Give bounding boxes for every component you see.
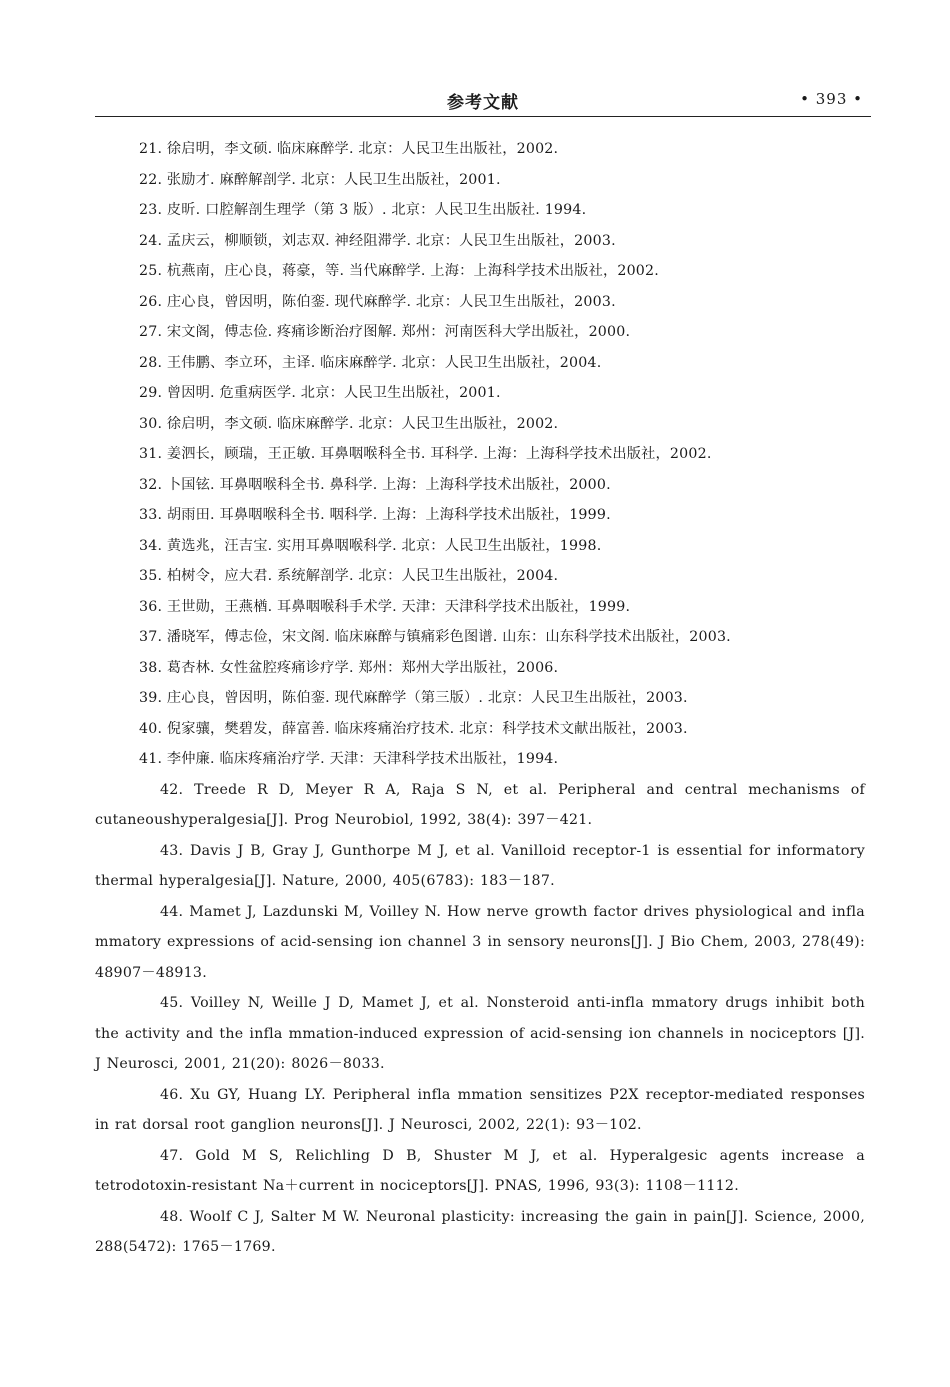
reference-item: 36. 王世勋，王燕楢. 耳鼻咽喉科手术学. 天津：天津科学技术出版社，1999. xyxy=(139,598,631,615)
reference-item: 38. 葛杏林. 女性盆腔疼痛诊疗学. 郑州：郑州大学出版社，2006. xyxy=(139,659,559,676)
reference-item: 32. 卜国铉. 耳鼻咽喉科全书. 鼻科学. 上海：上海科学技术出版社，2000. xyxy=(139,476,611,493)
reference-item: 37. 潘晓军，傅志俭，宋文阁. 临床麻醉与镇痛彩色图谱. 山东：山东科学技术出版社，2003. xyxy=(139,629,731,645)
reference-item: 27. 宋文阁，傅志俭. 疼痛诊断治疗图解. 郑州：河南医科大学出版社，2000. xyxy=(139,324,631,340)
reference-item: 28. 王伟鹏、李立环，主译. 临床麻醉学. 北京：人民卫生出版社，2004. xyxy=(139,354,602,371)
reference-item: 48. Woolf C J, Salter M W. Neuronal plasticity: increasing the gain in pain[J]. Science, 2000, 288(5472): 1765－1769. xyxy=(95,1208,865,1255)
reference-item: 24. 孟庆云，柳顺锁，刘志双. 神经阻滞学. 北京：人民卫生出版社，2003. xyxy=(139,232,616,249)
reference-item: 25. 杭燕南，庄心良，蒋豪，等. 当代麻醉学. 上海：上海科学技术出版社，2002. xyxy=(139,263,659,279)
reference-item: 42. Treede R D, Meyer R A, Raja S N, et al. Peripheral and central mechanisms of cutaneoushyperalgesia[J]. Prog Neurobiol, 1992, 38(4): 397－421. xyxy=(95,781,865,828)
reference-item: 40. 倪家骧，樊碧发，薛富善. 临床疼痛治疗技术. 北京：科学技术文献出版社，2003. xyxy=(139,720,688,737)
page-number: • 393 • xyxy=(800,90,863,108)
header-rule xyxy=(95,116,871,117)
reference-item: 45. Voilley N, Weille J D, Mamet J, et al. Nonsteroid anti-infla mmatory drugs inhibit both the activity and the infla mmation-induced expression of acid-sensing ion channels in nociceptors [J]. J Neurosci, 2001, 21(20): 8026－8033. xyxy=(95,995,865,1072)
reference-item: 30. 徐启明，李文硕. 临床麻醉学. 北京：人民卫生出版社，2002. xyxy=(139,415,559,432)
reference-list xyxy=(95,134,865,1263)
reference-item: 46. Xu GY, Huang LY. Peripheral infla mmation sensitizes P2X receptor-mediated responses in rat dorsal root ganglion neurons[J]. J Neurosci, 2002, 22(1): 93－102. xyxy=(95,1086,865,1133)
running-head xyxy=(95,84,871,116)
reference-item: 22. 张励才. 麻醉解剖学. 北京：人民卫生出版社，2001. xyxy=(139,171,501,188)
page-title: 参考文献 xyxy=(447,93,519,113)
reference-item: 23. 皮昕. 口腔解剖生理学（第 3 版）. 北京：人民卫生出版社. 1994. xyxy=(139,202,587,218)
reference-item: 41. 李仲廉. 临床疼痛治疗学. 天津：天津科学技术出版社，1994. xyxy=(139,751,559,767)
reference-item: 35. 柏树令，应大君. 系统解剖学. 北京：人民卫生出版社，2004. xyxy=(139,568,559,584)
reference-item: 33. 胡雨田. 耳鼻咽喉科全书. 咽科学. 上海：上海科学技术出版社，1999. xyxy=(139,507,611,523)
reference-item: 29. 曾因明. 危重病医学. 北京：人民卫生出版社，2001. xyxy=(139,385,501,401)
reference-item: 39. 庄心良，曾因明，陈伯銮. 现代麻醉学（第三版）. 北京：人民卫生出版社，2003. xyxy=(139,690,688,706)
reference-item: 21. 徐启明，李文硕. 临床麻醉学. 北京：人民卫生出版社，2002. xyxy=(139,141,559,157)
reference-item: 26. 庄心良，曾因明，陈伯銮. 现代麻醉学. 北京：人民卫生出版社，2003. xyxy=(139,293,616,310)
reference-item: 47. Gold M S, Relichling D B, Shuster M J, et al. Hyperalgesic agents increase a tetrodotoxin-resistant Na＋current in nociceptors[J]. PNAS, 1996, 93(3): 1108－1112. xyxy=(95,1147,865,1194)
reference-item: 44. Mamet J, Lazdunski M, Voilley N. How nerve growth factor drives physiological and infla mmatory expressions of acid-sensing ion channel 3 in sensory neurons[J]. J Bio Chem, 2003, 278(49): 48907－48913. xyxy=(95,903,865,981)
reference-item: 34. 黄选兆，汪吉宝. 实用耳鼻咽喉科学. 北京：人民卫生出版社，1998. xyxy=(139,537,602,554)
reference-item: 31. 姜泗长，顾瑞，王正敏. 耳鼻咽喉科全书. 耳科学. 上海：上海科学技术出版社，2002. xyxy=(139,446,712,462)
reference-item: 43. Davis J B, Gray J, Gunthorpe M J, et al. Vanilloid receptor-1 is essential for informatory thermal hyperalgesia[J]. Nature, 2000, 405(6783): 183－187. xyxy=(95,842,865,889)
